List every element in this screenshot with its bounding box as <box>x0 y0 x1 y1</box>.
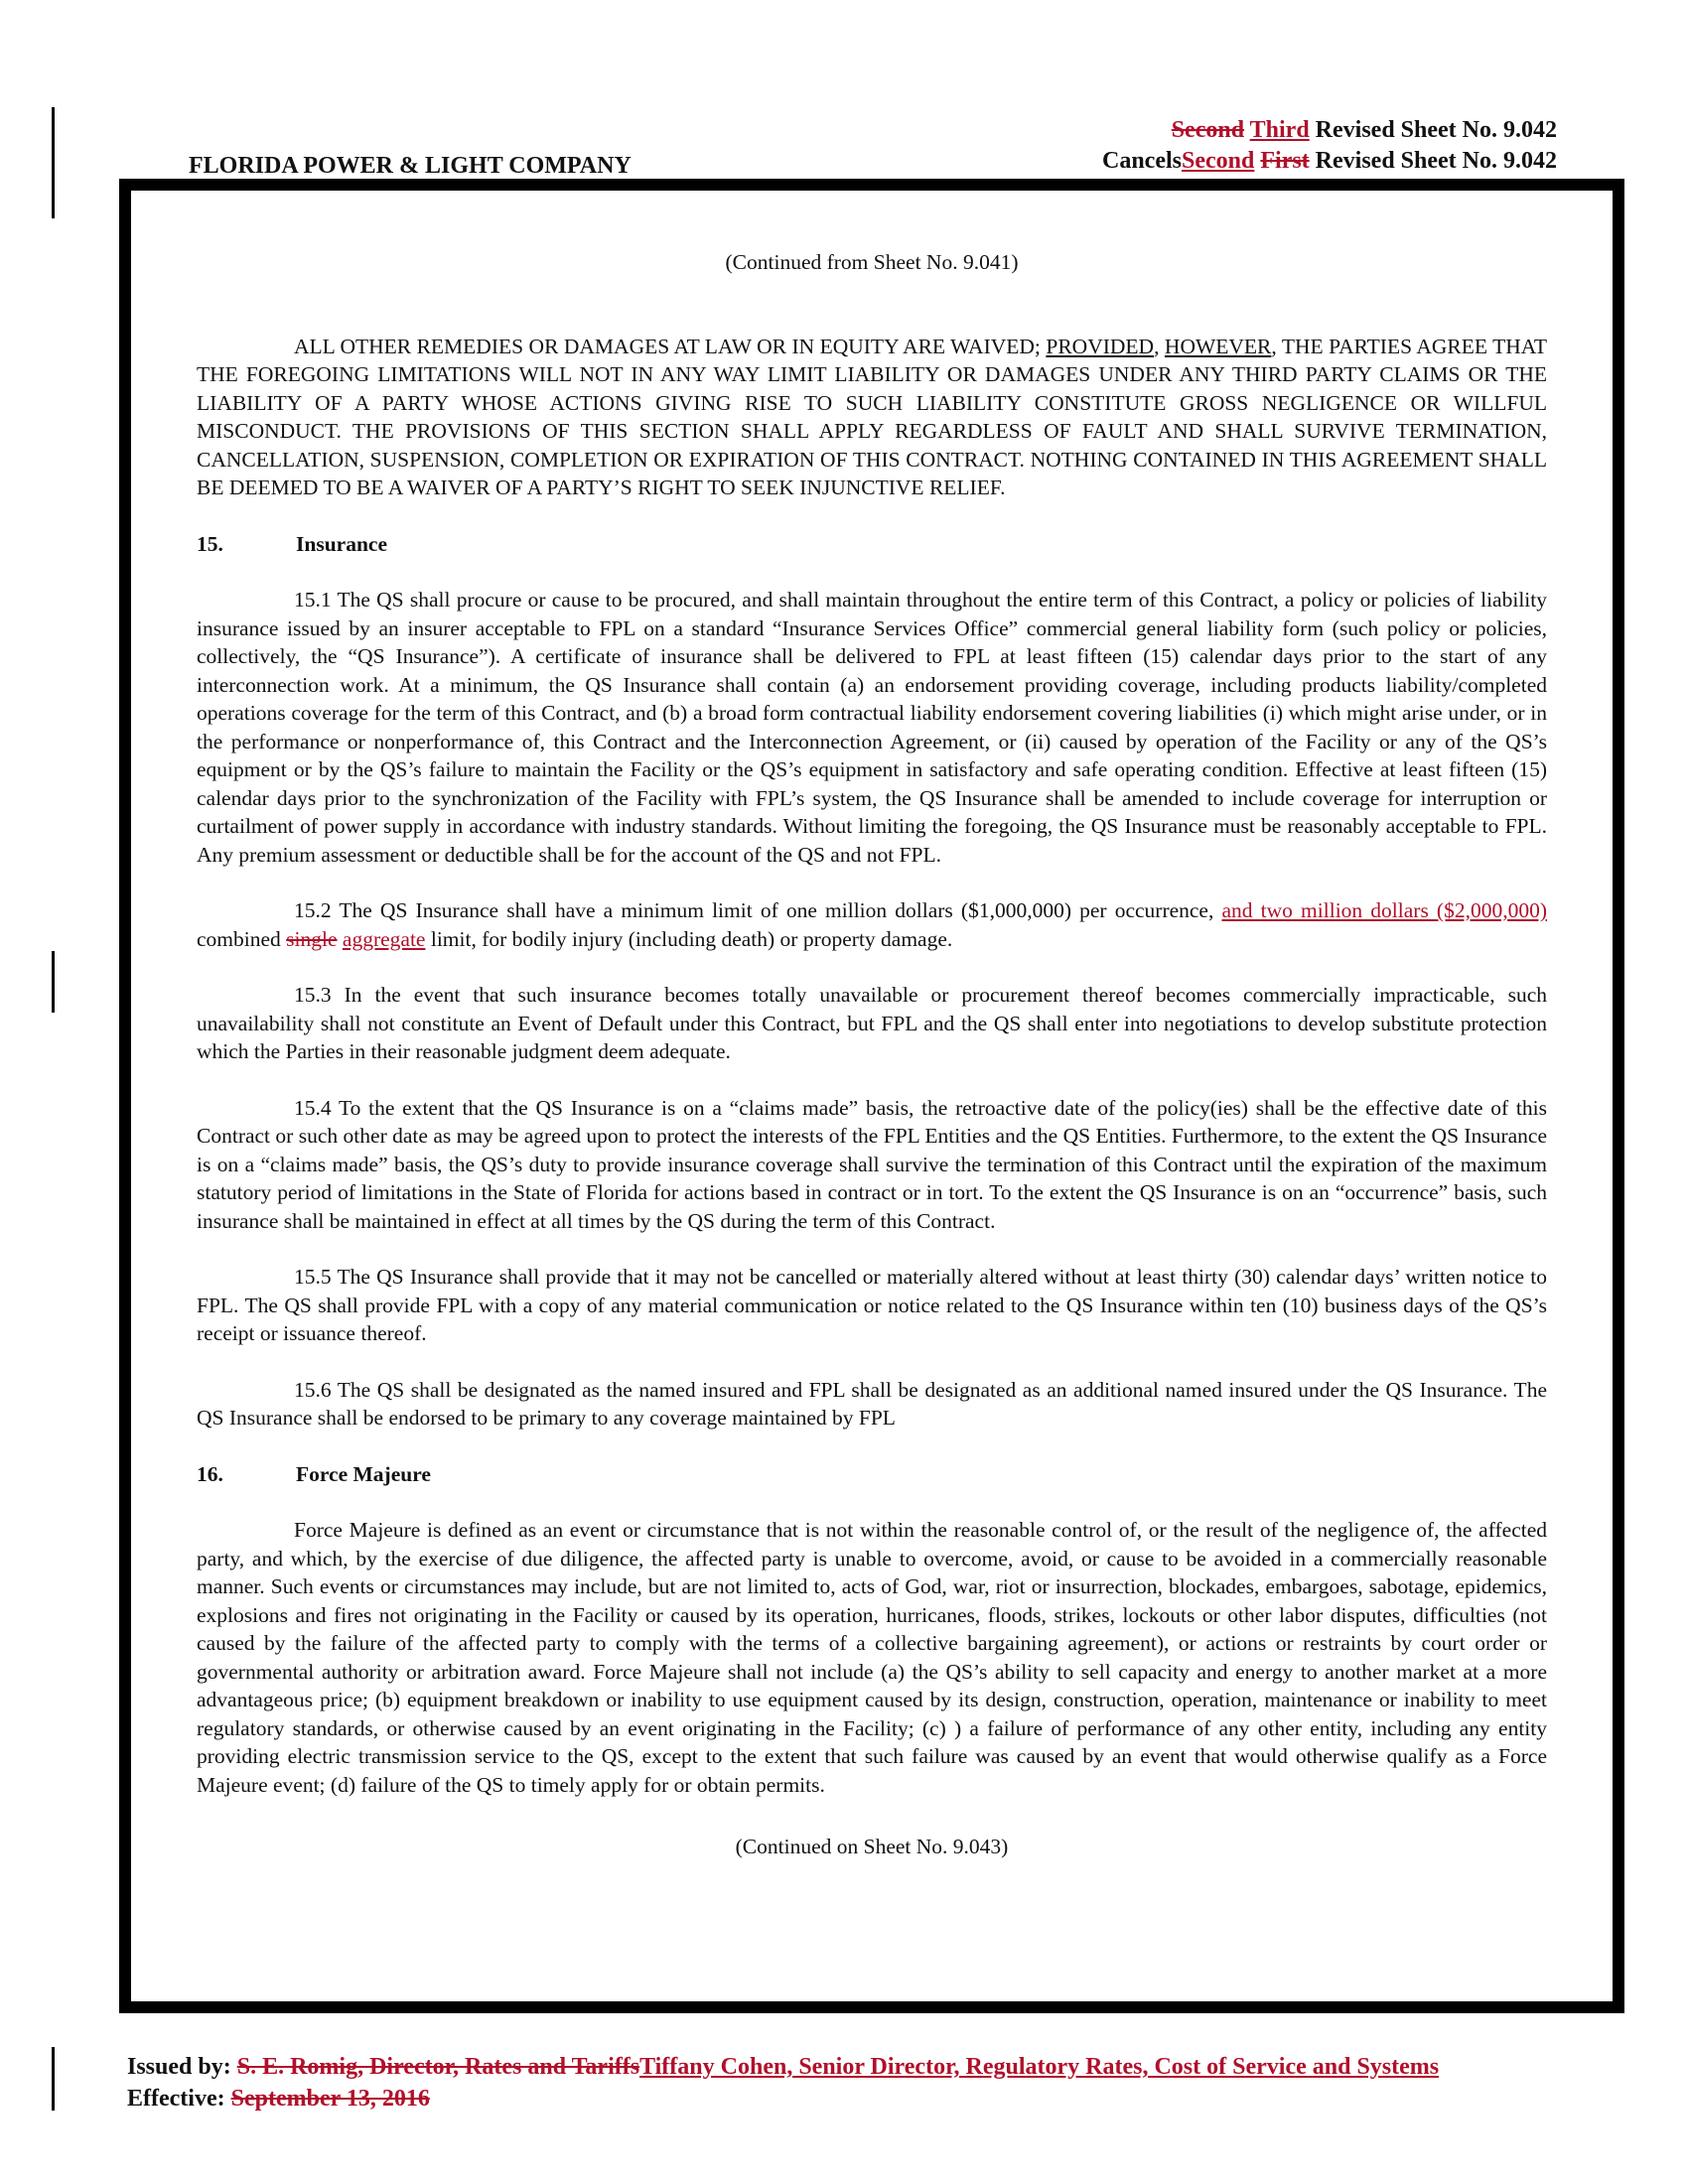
sheet-line-1 <box>1102 115 1557 146</box>
inserted-text: Tiffany Cohen, Senior Director, Regulatory Rates, Cost of Service and Systems <box>639 2054 1440 2080</box>
provided-text: PROVIDED <box>1046 334 1155 358</box>
issued-by-line <box>127 2051 1439 2083</box>
inserted-text: Second <box>1182 148 1255 174</box>
waiver-text: ALL OTHER REMEDIES OR DAMAGES AT LAW OR IN EQUITY ARE WAIVED; <box>294 334 1041 358</box>
paragraph-16-1: Force Majeure is defined as an event or circumstance that is not within the reasonable control of, or the result of the negligence of, the affected party, and which, by the exercise of due diligence, the affected party is unable to overcome, avoid, or cause to be avoided in a commercially reasonable manner. Such events or circumstances may include, but are not limited to, acts of God, war, riot or insurrection, blockades, embargoes, sabotage, epidemics, explosions and fires not originating in the Facility or caused by its operation, hurricanes, floods, strikes, lockouts or other labor disputes, difficulties (not caused by the failure of the affected party to comply with the terms of a collective bargaining agreement), or actions or restraints by court order or governmental authority or arbitration award. Force Majeure shall not include (a) the QS’s ability to sell capacity and energy to another market at a more advantageous price; (b) equipment breakdown or inability to use equipment caused by its design, construction, operation, maintenance or inability to meet regulatory standards, or otherwise caused by an event originating in the Facility; (c) ) a failure of performance of any other entity, including any entity providing electric transmission service to the QS, except to the extent that such failure was caused by an event that would otherwise qualify as a Force Majeure event; (d) failure of the QS to timely apply for or obtain permits. <box>197 1518 1547 1797</box>
sheet-number-block <box>1102 115 1557 177</box>
deleted-text: First <box>1260 148 1310 174</box>
deleted-text: Second <box>1171 117 1245 143</box>
inserted-text: and two million dollars ($2,000,000) <box>1221 898 1548 922</box>
section-title: Force Majeure <box>296 1461 431 1486</box>
cancels-label: Cancels <box>1102 148 1182 174</box>
waiver-text-2: THE PARTIES AGREE THAT THE FOREGOING LIMITATIONS WILL NOT IN ANY WAY LIMIT LIABILITY OR DAMAGES UNDER ANY THIRD PARTY CLAIMS OR THE LIABILITY OF A PARTY WHOSE ACTIONS GIVING RISE TO SUCH LIABILITY CONSTITUTE GROSS NEGLIGENCE OR WILLFUL MISCONDUCT. THE PROVISIONS OF THIS SECTION SHALL APPLY REGARDLESS OF FAULT AND SHALL SURVIVE TERMINATION, CANCELLATION, SUSPENSION, COMPLETION OR EXPIRATION OF THIS CONTRACT. NOTHING CONTAINED IN THIS AGREEMENT SHALL BE DEEMED TO BE A WAIVER OF A PARTY’S RIGHT TO SEEK INJUNCTIVE RELIEF. <box>197 334 1547 499</box>
sheet-label: Revised Sheet No. 9.042 <box>1315 148 1557 174</box>
revision-bar <box>52 951 55 1013</box>
issued-label: Issued by: <box>127 2054 231 2080</box>
section-heading <box>197 530 1547 559</box>
paragraph-15-5: 15.5 The QS Insurance shall provide that it may not be cancelled or materially altered without at least thirty (30) calendar days’ written notice to FPL. The QS shall provide FPL with a copy of any material communication or notice related to the QS Insurance within ten (10) business days of the QS’s receipt or issuance thereof. <box>197 1265 1547 1345</box>
continued-on: (Continued on Sheet No. 9.043) <box>735 1835 1009 1858</box>
waiver-paragraph: ALL OTHER REMEDIES OR DAMAGES AT LAW OR IN EQUITY ARE WAIVED; PROVIDED, HOWEVER, THE PARTIES AGREE THAT THE FOREGOING LIMITATIONS WILL NOT IN ANY WAY LIMIT LIABILITY OR DAMAGES UNDER ANY THIRD PARTY CLAIMS OR THE LIABILITY OF A PARTY WHOSE ACTIONS GIVING RISE TO SUCH LIABILITY CONSTITUTE GROSS NEGLIGENCE OR WILLFUL MISCONDUCT. THE PROVISIONS OF THIS SECTION SHALL APPLY REGARDLESS OF FAULT AND SHALL SURVIVE TERMINATION, CANCELLATION, SUSPENSION, COMPLETION OR EXPIRATION OF THIS CONTRACT. NOTHING CONTAINED IN THIS AGREEMENT SHALL BE DEEMED TO BE A WAIVER OF A PARTY’S RIGHT TO SEEK INJUNCTIVE RELIEF. <box>197 334 1547 499</box>
section-number: 15. <box>197 531 223 556</box>
however-text: HOWEVER <box>1164 334 1272 358</box>
inserted-text: aggregate <box>342 926 426 951</box>
effective-line <box>127 2083 1439 2115</box>
deleted-text: S. E. Romig, Director, Rates and Tariffs <box>236 2054 640 2080</box>
revision-bar <box>52 2047 55 2111</box>
sheet-label: Revised Sheet No. 9.042 <box>1315 117 1557 143</box>
section-number: 16. <box>197 1461 223 1486</box>
deleted-text: September 13, 2016 <box>230 2086 430 2112</box>
paragraph-text: 15.2 The QS Insurance shall have a minimum limit of one million dollars ($1,000,000) per occurrence, <box>294 898 1214 922</box>
section-title: Insurance <box>296 531 387 556</box>
paragraph-15-1: 15.1 The QS shall procure or cause to be procured, and shall maintain throughout the entire term of this Contract, a policy or policies of liability insurance issued by an insurer acceptable to FPL on a standard “Insurance Services Office” commercial general liability form (such policy or policies, collectively, the “QS Insurance”). A certificate of insurance shall be delivered to FPL at least fifteen (15) calendar days prior to the start of any interconnection work. At a minimum, the QS Insurance shall contain (a) an endorsement providing coverage, including products liability/completed operations coverage for the term of this Contract, and (b) a broad form contractual liability endorsement covering liabilities (i) which might arise under, or in the performance or nonperformance of, this Contract and the Interconnection Agreement, or (ii) caused by operation of the Facility or any of the QS’s equipment or by the QS’s failure to maintain the Facility or the QS’s equipment in satisfactory and safe operating condition. Effective at least fifteen (15) calendar days prior to the synchronization of the Facility with FPL’s system, the QS Insurance shall be amended to include coverage for interruption or curtailment of power supply in accordance with industry standards. Without limiting the foregoing, the QS Insurance must be reasonably acceptable to FPL. Any premium assessment or deductible shall be for the account of the QS and not FPL. <box>197 588 1547 867</box>
paragraph-15-2 <box>197 896 1547 953</box>
document-body <box>197 248 1547 1861</box>
page-frame <box>119 179 1624 2013</box>
effective-label: Effective: <box>127 2086 225 2112</box>
paragraph-15-4: 15.4 To the extent that the QS Insurance is on a “claims made” basis, the retroactive date of the policy(ies) shall be the effective date of this Contract or such other date as may be agreed upon to protect the interests of the FPL Entities and the QS Entities. Furthermore, to the extent the QS Insurance is on a “claims made” basis, the QS’s duty to provide insurance coverage shall survive the termination of this Contract until the expiration of the maximum statutory period of limitations in the State of Florida for actions based in contract or in tort. To the extent the QS Insurance is on an “occurrence” basis, such insurance shall be maintained in effect at all times by the QS during the term of this Contract. <box>197 1095 1547 1233</box>
deleted-text: single <box>286 926 338 951</box>
paragraph-15-3: 15.3 In the event that such insurance becomes totally unavailable or procurement thereof becomes commercially impracticable, such unavailability shall not constitute an Event of Default under this Contract, but FPL and the QS shall enter into negotiations to develop substitute protection which the Parties in their reasonable judgment deem adequate. <box>197 983 1547 1063</box>
continued-from: (Continued from Sheet No. 9.041) <box>725 250 1019 274</box>
section-heading <box>197 1460 1547 1489</box>
company-name: FLORIDA POWER & LIGHT COMPANY <box>189 153 632 179</box>
footer <box>127 2051 1439 2115</box>
paragraph-text: combined <box>197 926 281 951</box>
revision-bar <box>52 107 55 218</box>
paragraph-15-6: 15.6 The QS shall be designated as the named insured and FPL shall be designated as an additional named insured under the QS Insurance. The QS Insurance shall be endorsed to be primary to any coverage maintained by FPL <box>197 1377 1547 1430</box>
sheet-line-2 <box>1102 146 1557 177</box>
paragraph-text: limit, for bodily injury (including death) or property damage. <box>430 926 953 951</box>
inserted-text: Third <box>1249 117 1310 143</box>
